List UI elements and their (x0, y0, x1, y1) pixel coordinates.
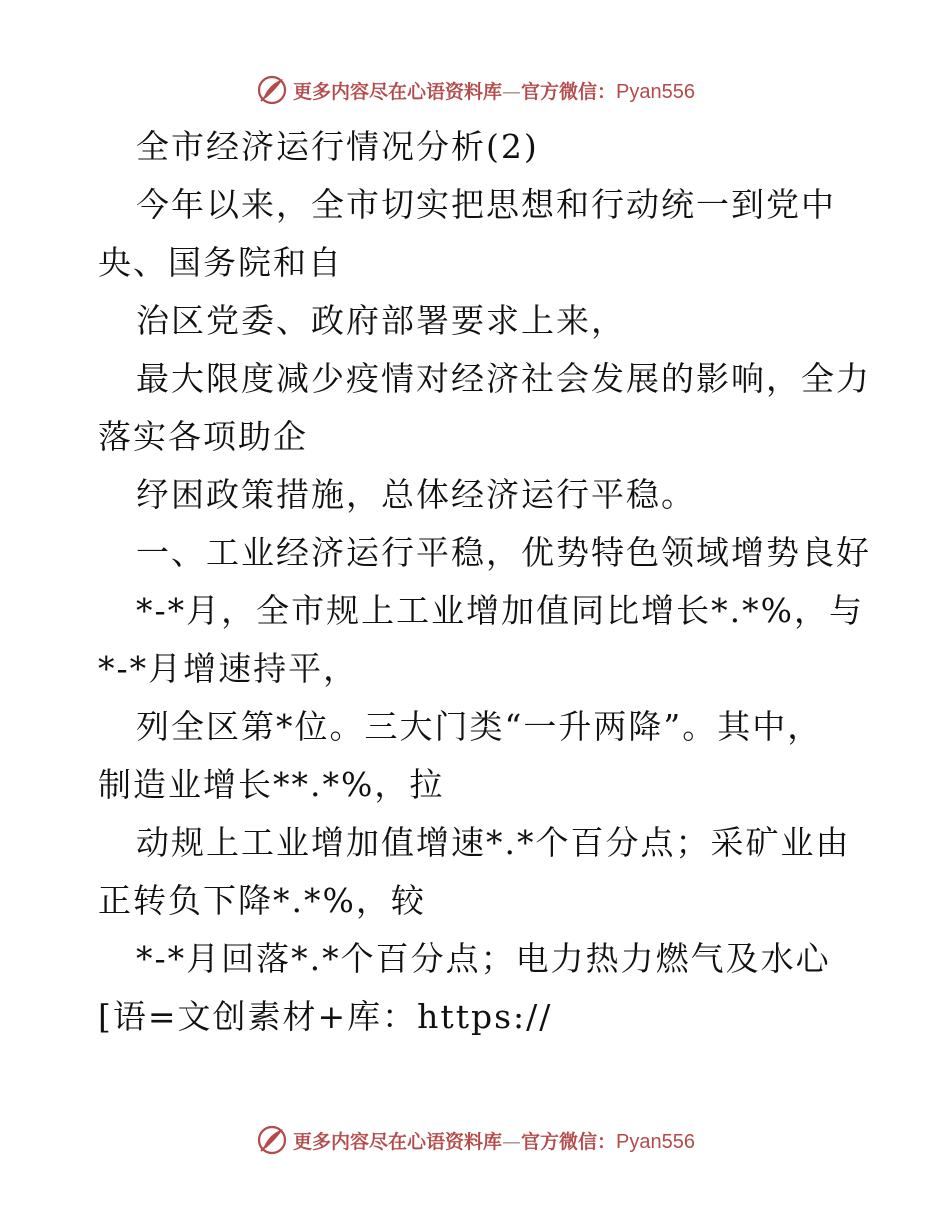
quill-seal-icon (255, 73, 289, 107)
paragraph-line: *-*月增速持平， (98, 649, 359, 688)
paragraph-line: 正转负下降*.*%，较 (98, 881, 426, 920)
banner-wechat-label: 官方微信： (521, 80, 617, 103)
paragraph-line: 纾困政策措施，总体经济运行平稳。 (136, 475, 696, 514)
paragraph-line: *-*月回落*.*个百分点；电力热力燃气及水心 (136, 939, 831, 978)
paragraph-line: 央、国务院和自 (98, 243, 343, 282)
footer-banner (0, 1120, 950, 1160)
quill-seal-icon (255, 1123, 289, 1157)
paragraph-line: 落实各项助企 (98, 417, 308, 456)
paragraph-line: 制造业增长**.*%，拉 (98, 765, 445, 804)
banner-separator: — (502, 1130, 522, 1153)
banner-wechat-label: 官方微信： (521, 1130, 617, 1153)
paragraph-line: 今年以来，全市切实把思想和行动统一到党中 (136, 185, 836, 224)
paragraph-line: 动规上工业增加值增速*.*个百分点；采矿业由 (136, 823, 851, 862)
document-title: 全市经济运行情况分析(2) (136, 127, 539, 166)
paragraph-line: 列全区第*位。三大门类“一升两降”。其中， (136, 707, 823, 746)
banner-wechat-id: Pyan556 (616, 1130, 695, 1153)
banner-site-name: 更多内容尽在心语资料库 (293, 80, 503, 103)
paragraph-line: 最大限度减少疫情对经济社会发展的影响，全力 (136, 359, 871, 398)
banner-separator: — (502, 80, 522, 103)
banner-text (293, 77, 695, 104)
banner-wechat-id: Pyan556 (616, 80, 695, 103)
paragraph-line: *-*月，全市规上工业增加值同比增长*.*%，与 (136, 591, 864, 630)
paragraph-line: [语=文创素材+库：https:// (98, 997, 553, 1036)
paragraph-line: 治区党委、政府部署要求上来， (136, 301, 626, 340)
banner-site-name: 更多内容尽在心语资料库 (293, 1130, 503, 1153)
section-heading: 一、工业经济运行平稳，优势特色领域增势良好 (136, 533, 871, 572)
banner-text (293, 1127, 695, 1154)
document-body (98, 118, 871, 1046)
header-banner (0, 70, 950, 110)
